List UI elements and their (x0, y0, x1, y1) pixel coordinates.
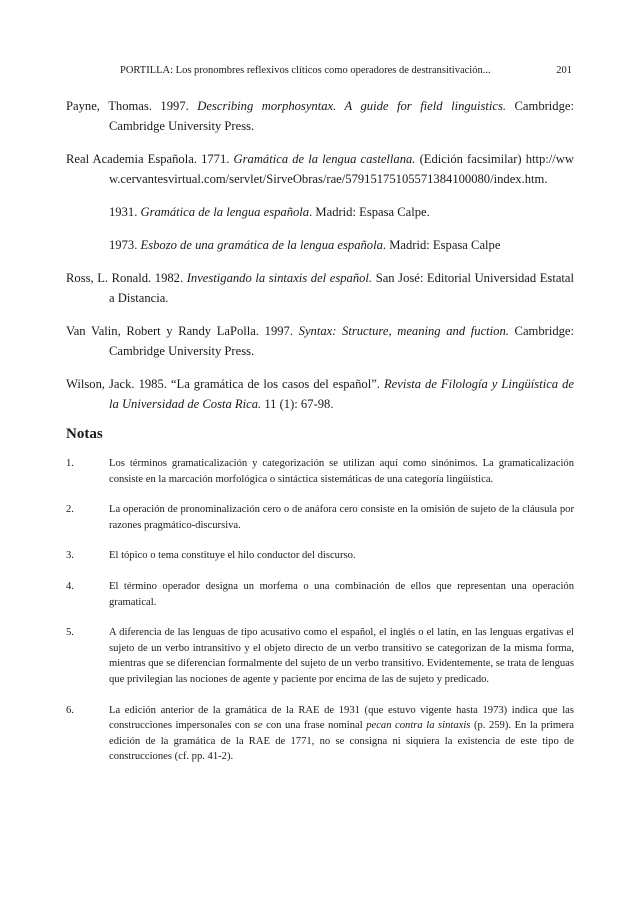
reference-publisher: (Edición facsimilar) http://www.cervantesvirtual.com/servlet/SirveObras/rae/57915175105571384100080/index.htm. (109, 152, 574, 186)
note-item (66, 548, 574, 564)
reference-title: Investigando la sintaxis del español. (186, 271, 373, 285)
note-number: 1. (66, 458, 74, 469)
reference-publisher: San José: Editorial Universidad Estatal a Distancia. (109, 271, 574, 305)
note-text: A diferencia de las lenguas de tipo acusativo como el español, el inglés o el latín, en las lenguas ergativas el sujeto de un verbo intransitivo y el objeto directo de un verbo transitivo se categorizan de la misma forma, mientras que se diferencian formalmente del sujeto de un verbo transitivo. Evidentemente, se trata de lenguas que privilegian las nociones de agente y paciente por encima de las de sujeto y predicado. (109, 627, 574, 685)
note-item (66, 625, 574, 687)
note-item (66, 502, 574, 533)
reference-author: Real Academia Española. 1771. (66, 152, 230, 166)
note-text: Los términos gramaticalización y categorización se utilizan aquí como sinónimos. La gramaticalización consiste en la marcación morfológica o sintáctica sistemáticas de una categoría lingüística. (109, 458, 574, 485)
reference-author: Wilson, Jack. 1985. “La gramática de los casos del español”. (66, 377, 380, 391)
reference-title: Gramática de la lengua castellana. (233, 152, 416, 166)
note-text: La operación de pronominalización cero o de anáfora cero consiste en la omisión de sujeto de la cláusula por razones pragmático-discursiva. (109, 504, 574, 531)
reference-entry (66, 235, 574, 255)
note-number: 4. (66, 580, 74, 592)
note-number: 3. (66, 550, 74, 562)
reference-author: Ross, L. Ronald. 1982. (66, 271, 184, 285)
reference-publisher: . Madrid: Espasa Calpe. (309, 205, 430, 219)
page-number: 201 (556, 65, 572, 76)
reference-entry (66, 374, 574, 414)
running-header (120, 64, 572, 78)
note-emphasis: se (253, 720, 263, 732)
reference-entry (66, 202, 574, 222)
reference-entry (66, 149, 574, 189)
reference-publisher: . Madrid: Espasa Calpe (382, 238, 501, 252)
note-item (66, 703, 574, 765)
note-item (66, 579, 574, 610)
note-text (109, 703, 574, 765)
reference-author: Van Valin, Robert y Randy LaPolla. 1997. (66, 324, 294, 338)
reference-entry (66, 321, 574, 361)
running-title: PORTILLA: Los pronombres reflexivos clíticos como operadores de destransitivación... (120, 65, 491, 76)
note-number: 2. (66, 504, 74, 516)
note-text-part: con una frase nominal (266, 720, 363, 732)
reference-title: Revista de Filología y Lingüística de la Universidad de Costa Rica. (109, 377, 574, 411)
note-text: El tópico o tema constituye el hilo conductor del discurso. (109, 550, 356, 562)
note-number: 5. (66, 627, 74, 639)
note-text-part: La edición anterior de la gramática de la RAE de 1931 (que estuvo vigente hasta 1973) indica que las construcciones impersonales con (109, 704, 574, 732)
reference-publisher: Cambridge: Cambridge University Press. (109, 324, 575, 358)
note-text-part: (p. 259). En la primera edición de la gramática de la RAE de 1771, no se consigna ni siquiera la existencia de este tipo de construcciones (cf. pp. 41-2). (109, 720, 574, 763)
note-item (66, 456, 574, 487)
reference-author: Payne, Thomas. 1997. (66, 99, 189, 113)
reference-title: Describing morphosyntax. A guide for field linguistics. (197, 99, 507, 113)
reference-publisher: 11 (1): 67-98. (264, 397, 334, 411)
reference-entry (66, 268, 574, 308)
reference-title: Syntax: Structure, meaning and fuction. (298, 324, 509, 338)
references-list (66, 96, 574, 427)
note-emphasis: pecan contra la sintaxis (366, 720, 471, 732)
reference-title: Gramática de la lengua española (140, 205, 310, 219)
reference-author: 1931. (109, 205, 138, 219)
reference-entry (66, 96, 574, 136)
reference-title: Esbozo de una gramática de la lengua española (140, 238, 383, 252)
note-number: 6. (66, 704, 74, 716)
note-text: El término operador designa un morfema o una combinación de ellos que representan una operación gramatical. (109, 580, 574, 608)
notes-heading: Notas (66, 426, 103, 442)
reference-author: 1973. (109, 238, 138, 252)
reference-publisher: Cambridge: Cambridge University Press. (109, 99, 574, 133)
notes-list (66, 456, 574, 780)
